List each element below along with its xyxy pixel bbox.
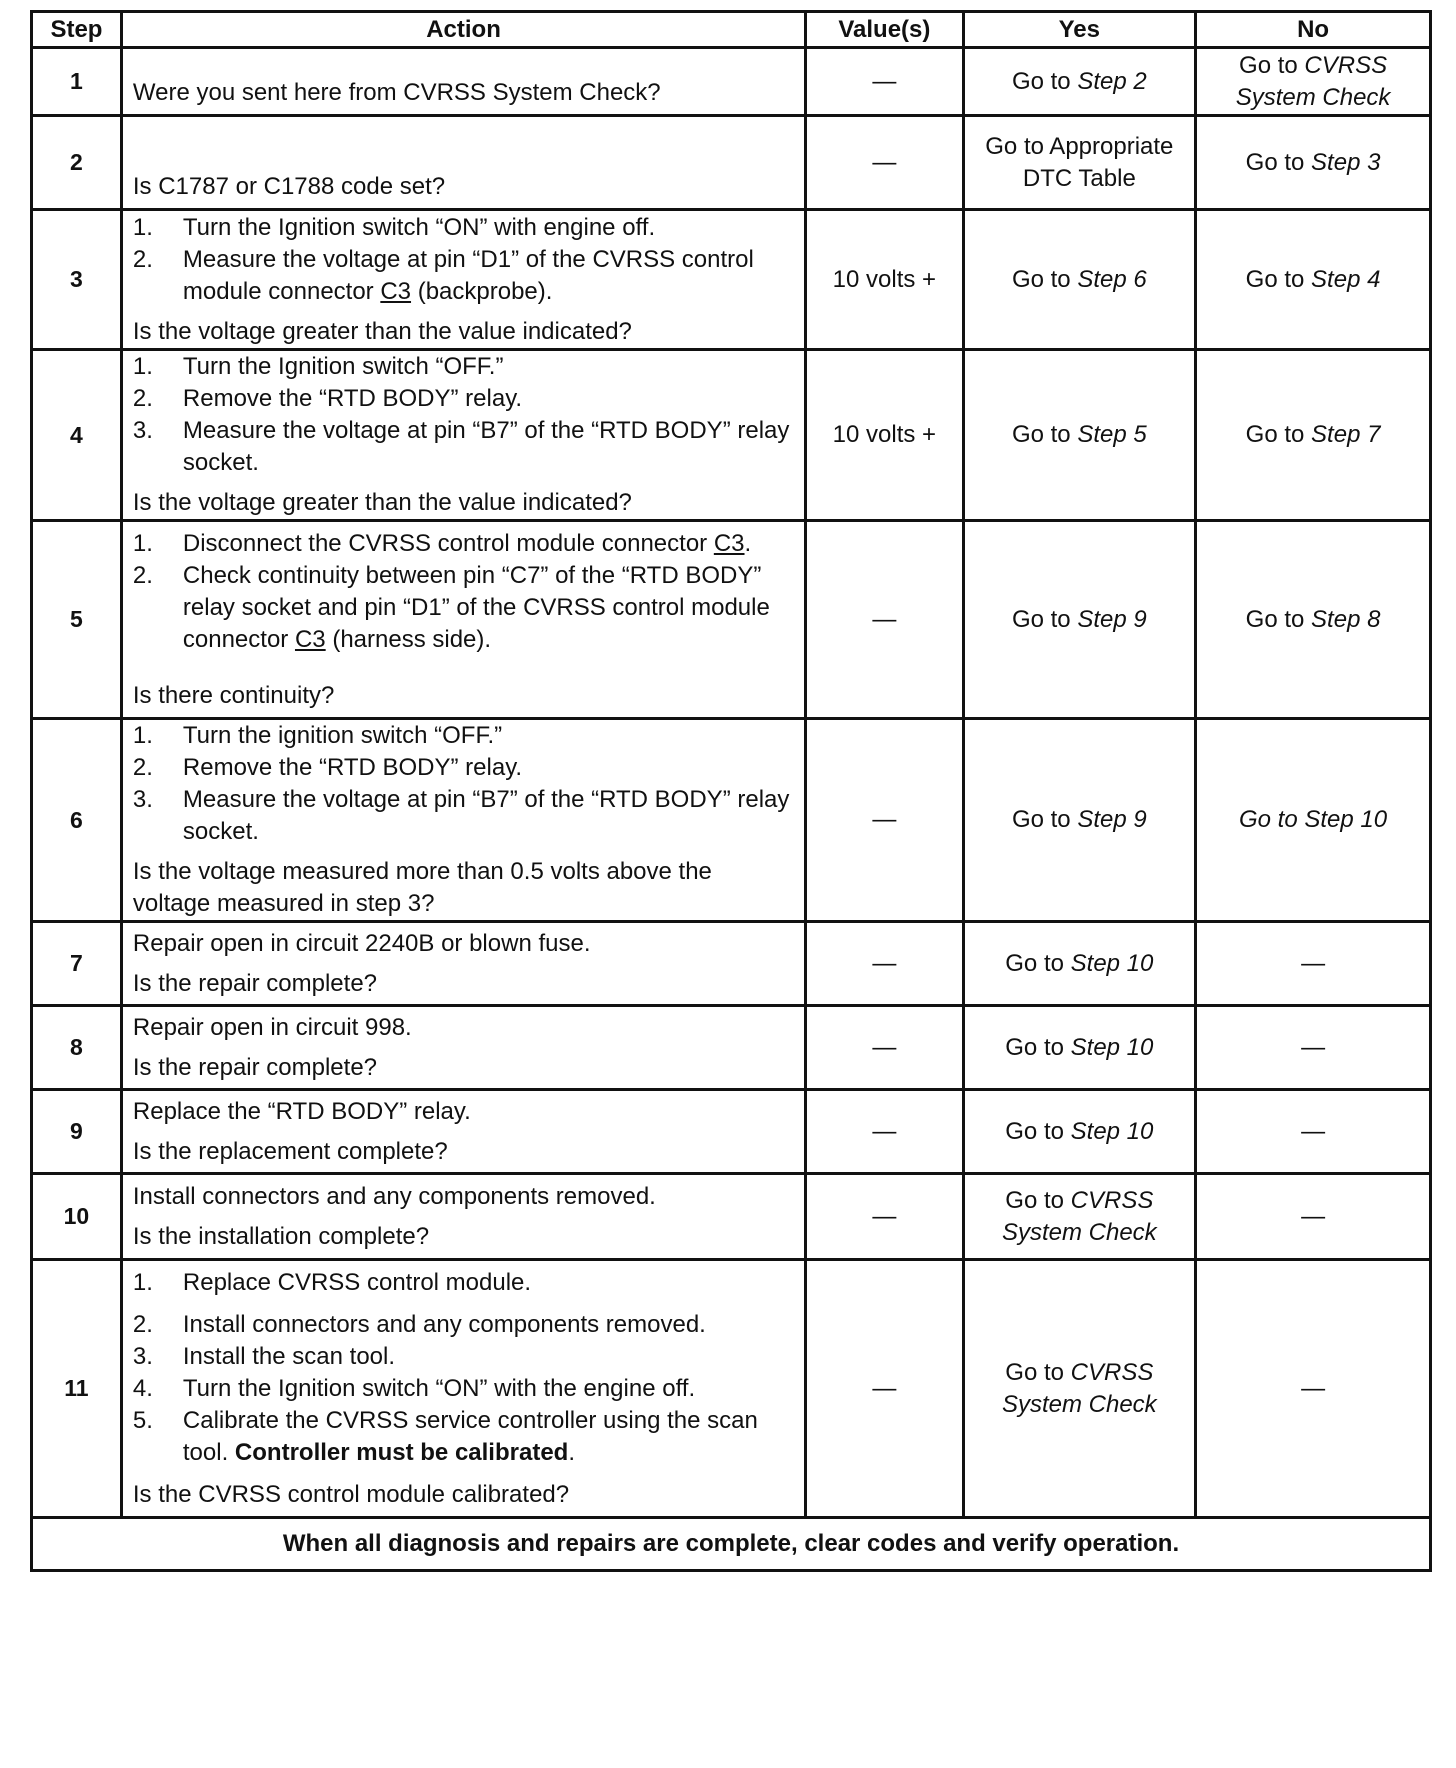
item-text [183,752,794,784]
yes-text: Go to [1011,605,1078,633]
item-text-part: Install connectors and any components removed. [182,1310,706,1338]
table-row [32,719,1431,922]
no-text: Go to [1245,265,1312,293]
step-cell [32,1090,122,1174]
yes-text: Go to Appropriate DTC Table [985,132,1174,192]
procedure-item [133,212,794,244]
item-text-part: Install the scan tool. [182,1342,396,1370]
procedure-list [133,212,794,308]
item-text-part: Replace CVRSS control module. [182,1268,532,1296]
item-text [183,1405,794,1469]
procedure-item [133,528,794,560]
step-cell [32,116,122,210]
item-number: 3. [132,417,153,444]
step-cell [32,1006,122,1090]
yes-cell [963,1174,1196,1260]
item-text-part: Measure the voltage at pin “D1” of the CVRSS control module connector [182,245,754,305]
action-cell [121,1174,805,1260]
no-target: CVRSS System Check [1235,51,1391,111]
value-text: 10 volts + [832,421,937,448]
table-body [32,48,1431,1518]
step-cell [32,48,122,116]
item-number: 2. [132,1310,153,1338]
procedure-item [133,784,794,848]
yes-text: Go to [1005,1358,1071,1386]
action-text: Replace the “RTD BODY” relay. [132,1097,471,1125]
yes-cell [963,521,1196,719]
action-cell [121,210,805,350]
item-number: 2. [132,245,153,273]
yes-target: Step 5 [1077,421,1147,448]
value-text: — [872,806,897,833]
no-text: Go to [1245,421,1312,448]
item-text-part: (backprobe). [411,277,553,305]
item-text [183,1267,794,1299]
procedure-item [133,383,794,415]
value-cell [806,350,963,521]
value-text: — [872,148,897,176]
item-text [183,560,794,656]
value-text: — [872,605,897,633]
item-text-part: . [744,529,752,557]
yes-cell [963,1260,1196,1518]
question-text: Is the repair complete? [132,969,378,997]
footer-note: When all diagnosis and repairs are complete, clear codes and verify operation. [32,1518,1431,1571]
yes-text: Go to [1011,421,1078,448]
procedure-list [133,1267,794,1469]
no-cell [1196,1006,1431,1090]
item-number: 1. [132,1268,153,1296]
item-text [183,1341,794,1373]
yes-target: Step 2 [1077,67,1147,95]
table-row [32,210,1431,350]
table-row [32,1090,1431,1174]
item-text [183,1373,794,1405]
question-text: Is C1787 or C1788 code set? [132,172,446,200]
yes-target: Step 10 [1070,1033,1154,1061]
item-text-part: Measure the voltage at pin “B7” of the “RTD BODY” relay socket. [182,417,790,476]
value-text: — [872,1033,897,1061]
step-number: 7 [70,950,83,976]
procedure-item [133,1405,794,1469]
no-cell [1196,719,1431,922]
value-cell [806,48,963,116]
no-target: Step 4 [1311,265,1381,293]
table-row [32,350,1431,521]
step-number: 6 [70,806,83,833]
yes-target: Step 9 [1077,806,1147,833]
question-text: Is the voltage greater than the value indicated? [132,317,632,345]
value-cell [806,719,963,922]
no-text: Go to [1245,148,1312,176]
yes-target: Step 6 [1077,265,1147,293]
step-number: 10 [63,1203,90,1229]
item-text [183,383,794,415]
header-row [32,12,1431,48]
step-cell [32,719,122,922]
emphasis-text: Controller must be calibrated [234,1438,569,1466]
item-number: 1. [132,353,153,380]
header-values: Value(s) [806,12,963,48]
no-cell [1196,210,1431,350]
value-cell [806,1260,963,1518]
value-cell [806,521,963,719]
action-cell [121,1260,805,1518]
no-cell [1196,1090,1431,1174]
action-cell [121,1090,805,1174]
question-text: Is the CVRSS control module calibrated? [132,1480,570,1508]
item-text [183,212,794,244]
value-text: 10 volts + [832,265,937,293]
item-number: 2. [132,561,153,589]
value-text: — [872,1202,897,1230]
no-text: Go to [1245,605,1312,633]
yes-cell [963,922,1196,1006]
item-text [183,720,794,752]
header-yes: Yes [963,12,1196,48]
yes-text: Go to [1011,67,1078,95]
item-number: 1. [132,529,153,557]
connector-ref: C3 [294,625,326,653]
item-text-part: Disconnect the CVRSS control module connector [182,529,714,557]
no-cell [1196,521,1431,719]
step-number: 11 [64,1375,89,1401]
table-row [32,1006,1431,1090]
table-row [32,922,1431,1006]
action-cell [121,48,805,116]
yes-text: Go to [1005,1117,1071,1145]
question-text: Is the installation complete? [132,1222,430,1250]
value-text: — [872,949,897,977]
procedure-list [133,351,794,479]
item-text-part: Check continuity between pin “C7” of the “RTD BODY” relay socket and pin “D1” of the CVRSS control module connector [182,561,770,653]
no-dash: — [1301,1374,1326,1402]
question-text: Is there continuity? [132,681,335,709]
no-text: Go to [1239,51,1305,79]
action-text: Repair open in circuit 2240B or blown fuse. [132,929,591,957]
no-cell [1196,350,1431,521]
no-cell [1196,922,1431,1006]
procedure-item [133,351,794,383]
question-text: Were you sent here from CVRSS System Check? [132,78,661,106]
question-text: Is the replacement complete? [132,1137,448,1165]
step-cell [32,1174,122,1260]
header-no: No [1196,12,1431,48]
action-text: Install connectors and any components removed. [132,1182,656,1210]
value-cell [806,1174,963,1260]
step-cell [32,1260,122,1518]
item-number: 2. [132,385,153,412]
header-action: Action [121,12,805,48]
no-target: Step 8 [1311,605,1381,633]
item-text-part: Remove the “RTD BODY” relay. [182,385,523,412]
step-number: 5 [70,606,83,632]
table-row [32,116,1431,210]
yes-text: Go to [1005,1186,1071,1214]
yes-cell [963,719,1196,922]
procedure-item [133,415,794,479]
table-row [32,1260,1431,1518]
item-text-part: Turn the ignition switch “OFF.” [182,722,503,749]
item-text [183,415,794,479]
yes-cell [963,210,1196,350]
yes-target: Step 10 [1070,949,1154,977]
item-text-part: Turn the Ignition switch “ON” with the engine off. [182,1374,696,1402]
no-target: Step 7 [1311,421,1381,448]
yes-cell [963,1006,1196,1090]
no-dash: — [1301,1117,1326,1145]
connector-ref: C3 [713,529,745,557]
step-number: 4 [70,421,83,448]
step-cell [32,210,122,350]
yes-target: CVRSS System Check [1001,1358,1157,1418]
action-cell [121,719,805,922]
diagnostic-table [30,10,1432,1572]
step-number: 1 [70,68,83,94]
yes-cell [963,116,1196,210]
procedure-item [133,560,794,656]
step-number: 2 [70,149,83,175]
no-dash: — [1301,1202,1326,1230]
value-cell [806,116,963,210]
table-row [32,521,1431,719]
item-text-part: Calibrate the CVRSS service controller using the scan tool. [182,1406,758,1466]
value-cell [806,1090,963,1174]
item-number: 1. [132,722,153,749]
action-cell [121,1006,805,1090]
table-row [32,48,1431,116]
procedure-item [133,1267,794,1299]
item-text [183,784,794,848]
no-target: Go to Step 10 [1239,806,1388,833]
yes-cell [963,1090,1196,1174]
action-cell [121,350,805,521]
yes-target: CVRSS System Check [1001,1186,1157,1246]
procedure-item [133,1309,794,1341]
procedure-item [133,244,794,308]
item-text-part: Measure the voltage at pin “B7” of the “RTD BODY” relay socket. [182,786,790,845]
item-number: 3. [132,1342,153,1370]
header-step: Step [32,12,122,48]
item-number: 3. [132,786,153,813]
item-text [183,244,794,308]
no-cell [1196,116,1431,210]
step-cell [32,350,122,521]
diagnostic-table-sheet [30,10,1432,1745]
action-cell [121,116,805,210]
yes-text: Go to [1005,1033,1071,1061]
procedure-list [133,720,794,848]
item-text [183,528,794,560]
table-row [32,1174,1431,1260]
item-text-part: (harness side). [325,625,492,653]
procedure-list [133,528,794,656]
value-cell [806,1006,963,1090]
item-text-part: Turn the Ignition switch “OFF.” [182,353,504,380]
item-text-part: Remove the “RTD BODY” relay. [182,754,523,781]
footer-row [32,1518,1431,1571]
action-cell [121,922,805,1006]
item-text [183,1309,794,1341]
no-cell [1196,1260,1431,1518]
yes-text: Go to [1011,806,1078,833]
item-text-part: . [568,1438,575,1466]
question-text: Is the voltage measured more than 0.5 volts above the voltage measured in step 3? [132,858,712,917]
yes-cell [963,48,1196,116]
step-number: 8 [70,1034,83,1060]
value-text: — [872,67,897,95]
no-cell [1196,1174,1431,1260]
action-cell [121,521,805,719]
procedure-item [133,1341,794,1373]
connector-ref: C3 [380,277,412,305]
step-number: 3 [70,266,83,292]
question-text: Is the repair complete? [132,1053,378,1081]
procedure-item [133,720,794,752]
item-number: 4. [132,1374,153,1402]
yes-text: Go to [1011,265,1078,293]
procedure-item [133,1373,794,1405]
item-number: 1. [132,213,153,241]
item-number: 5. [132,1406,153,1434]
question-text: Is the voltage greater than the value indicated? [132,489,632,516]
no-target: Step 3 [1311,148,1381,176]
no-cell [1196,48,1431,116]
item-text-part: Turn the Ignition switch “ON” with engine off. [182,213,656,241]
value-cell [806,210,963,350]
yes-target: Step 10 [1070,1117,1154,1145]
no-dash: — [1301,949,1326,977]
yes-text: Go to [1005,949,1071,977]
procedure-item [133,752,794,784]
value-cell [806,922,963,1006]
value-text: — [872,1117,897,1145]
item-text [183,351,794,383]
item-number: 2. [132,754,153,781]
step-cell [32,521,122,719]
action-text: Repair open in circuit 998. [132,1013,412,1041]
yes-target: Step 9 [1077,605,1147,633]
yes-cell [963,350,1196,521]
step-cell [32,922,122,1006]
value-text: — [872,1374,897,1402]
step-number: 9 [70,1118,83,1144]
no-dash: — [1301,1033,1326,1061]
